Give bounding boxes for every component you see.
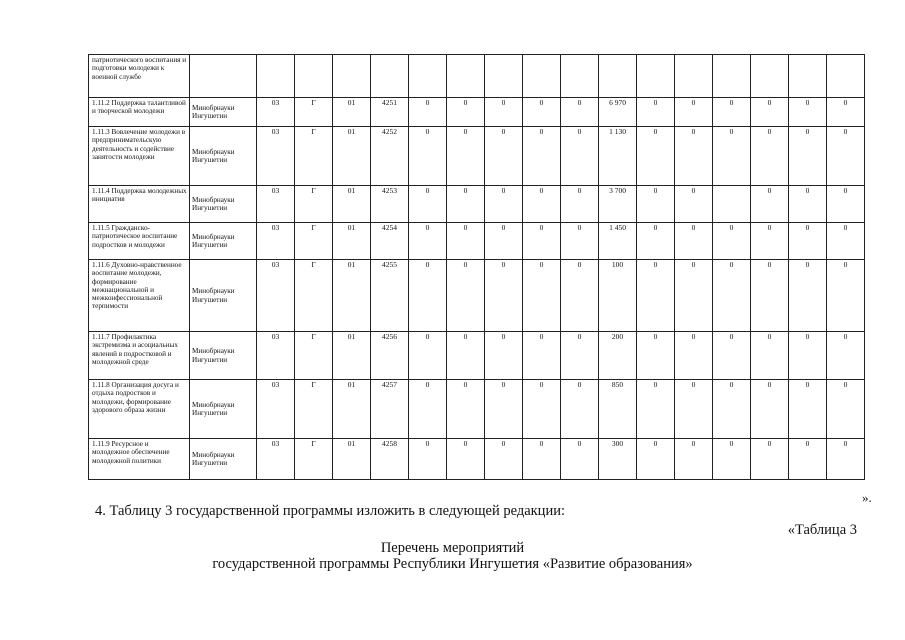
activity-name-cell: 1.11.2 Поддержка талантливой и творческой молодежи bbox=[89, 98, 190, 127]
funding-value-cell: 0 bbox=[447, 98, 485, 127]
budget-code-cell: Г bbox=[295, 186, 333, 223]
section-subtitle: государственной программы Республики Ингушетия «Развитие образования» bbox=[212, 556, 693, 572]
funding-value-cell: 1 450 bbox=[599, 223, 637, 260]
budget-code-cell: 03 bbox=[257, 260, 295, 332]
funding-value-cell: 0 bbox=[675, 98, 713, 127]
funding-value-cell: 0 bbox=[485, 332, 523, 380]
budget-code-cell: Г bbox=[295, 223, 333, 260]
budget-code-cell: 03 bbox=[257, 380, 295, 439]
activity-name-cell: 1.11.4 Поддержка молодежных инициатив bbox=[89, 186, 190, 223]
budget-code-cell: 01 bbox=[333, 223, 371, 260]
funding-value-cell: 0 bbox=[675, 260, 713, 332]
funding-value-cell: 0 bbox=[827, 260, 865, 332]
budget-code-cell: Г bbox=[295, 98, 333, 127]
funding-value-cell bbox=[789, 55, 827, 98]
funding-value-cell: 0 bbox=[675, 439, 713, 480]
budget-code-cell: Г bbox=[295, 332, 333, 380]
funding-value-cell: 0 bbox=[789, 223, 827, 260]
funding-value-cell: 0 bbox=[409, 332, 447, 380]
funding-value-cell: 0 bbox=[485, 127, 523, 186]
executor-cell: Минобрнауки Ингушетии bbox=[190, 439, 257, 480]
budget-code-cell: 01 bbox=[333, 260, 371, 332]
funding-value-cell: 0 bbox=[713, 98, 751, 127]
funding-value-cell: 0 bbox=[751, 332, 789, 380]
amendment-paragraph: 4. Таблицу 3 государственной программы изложить в следующей редакции: bbox=[95, 503, 565, 519]
funding-value-cell: 0 bbox=[827, 223, 865, 260]
budget-code-cell: 4256 bbox=[371, 332, 409, 380]
funding-value-cell: 0 bbox=[485, 260, 523, 332]
funding-value-cell: 0 bbox=[409, 186, 447, 223]
funding-value-cell: 0 bbox=[409, 98, 447, 127]
activity-name-cell: 1.11.7 Профилактика экстремизма и асоциальных явлений в подростковой и молодежной среде bbox=[89, 332, 190, 380]
budget-code-cell: 01 bbox=[333, 380, 371, 439]
table-row bbox=[89, 260, 865, 332]
funding-value-cell: 0 bbox=[637, 260, 675, 332]
budget-code-cell: 4252 bbox=[371, 127, 409, 186]
budget-code-cell bbox=[333, 55, 371, 98]
budget-code-cell bbox=[371, 55, 409, 98]
funding-value-cell: 0 bbox=[447, 223, 485, 260]
funding-value-cell: 1 130 bbox=[599, 127, 637, 186]
funding-value-cell: 0 bbox=[713, 127, 751, 186]
funding-value-cell: 200 bbox=[599, 332, 637, 380]
funding-value-cell: 0 bbox=[789, 260, 827, 332]
budget-code-cell: Г bbox=[295, 439, 333, 480]
closing-quote: ». bbox=[862, 490, 872, 505]
activity-name-cell: 1.11.6 Духовно-нравственное воспитание молодежи, формирование межнациональной и межконфессиональной терпимости bbox=[89, 260, 190, 332]
budget-code-cell: 01 bbox=[333, 332, 371, 380]
funding-value-cell bbox=[675, 55, 713, 98]
funding-value-cell: 0 bbox=[827, 380, 865, 439]
funding-value-cell: 0 bbox=[523, 332, 561, 380]
budget-code-cell: 01 bbox=[333, 186, 371, 223]
funding-value-cell: 0 bbox=[713, 380, 751, 439]
table-row bbox=[89, 98, 865, 127]
funding-value-cell: 0 bbox=[409, 223, 447, 260]
funding-value-cell: 0 bbox=[523, 439, 561, 480]
table-row bbox=[89, 127, 865, 186]
budget-code-cell: 4255 bbox=[371, 260, 409, 332]
funding-value-cell: 0 bbox=[485, 223, 523, 260]
activity-name-cell: 1.11.9 Ресурсное и молодежное обеспечение молодежной политики bbox=[89, 439, 190, 480]
budget-code-cell: 4254 bbox=[371, 223, 409, 260]
funding-value-cell: 0 bbox=[675, 186, 713, 223]
budget-code-cell: 01 bbox=[333, 127, 371, 186]
funding-value-cell: 100 bbox=[599, 260, 637, 332]
funding-value-cell: 0 bbox=[637, 98, 675, 127]
budget-code-cell: 01 bbox=[333, 439, 371, 480]
funding-value-cell: 0 bbox=[409, 380, 447, 439]
funding-value-cell: 0 bbox=[485, 98, 523, 127]
funding-value-cell bbox=[713, 186, 751, 223]
executor-cell: Минобрнауки Ингушетии bbox=[190, 260, 257, 332]
budget-code-cell: Г bbox=[295, 127, 333, 186]
funding-value-cell: 3 700 bbox=[599, 186, 637, 223]
funding-value-cell: 0 bbox=[447, 380, 485, 439]
budget-code-cell: 4257 bbox=[371, 380, 409, 439]
budget-code-cell: 03 bbox=[257, 223, 295, 260]
funding-value-cell: 0 bbox=[561, 380, 599, 439]
funding-value-cell bbox=[637, 55, 675, 98]
executor-cell: Минобрнауки Ингушетии bbox=[190, 186, 257, 223]
funding-value-cell: 0 bbox=[523, 260, 561, 332]
program-activities-table bbox=[88, 54, 865, 480]
funding-value-cell bbox=[713, 55, 751, 98]
funding-value-cell: 0 bbox=[561, 223, 599, 260]
executor-cell: Минобрнауки Ингушетии bbox=[190, 223, 257, 260]
funding-value-cell: 0 bbox=[675, 332, 713, 380]
budget-code-cell: 03 bbox=[257, 439, 295, 480]
funding-value-cell: 0 bbox=[751, 223, 789, 260]
section-title: Перечень мероприятий bbox=[380, 540, 525, 556]
activity-name-cell: 1.11.8 Организация досуга и отдыха подростков и молодежи, формирование здорового образа жизни bbox=[89, 380, 190, 439]
executor-cell: Минобрнауки Ингушетии bbox=[190, 98, 257, 127]
budget-code-cell: 03 bbox=[257, 332, 295, 380]
funding-value-cell: 0 bbox=[485, 380, 523, 439]
funding-value-cell: 0 bbox=[827, 186, 865, 223]
funding-value-cell: 0 bbox=[523, 380, 561, 439]
funding-value-cell: 300 bbox=[599, 439, 637, 480]
funding-value-cell: 0 bbox=[827, 98, 865, 127]
funding-value-cell: 0 bbox=[637, 380, 675, 439]
funding-value-cell: 0 bbox=[751, 380, 789, 439]
funding-value-cell: 0 bbox=[561, 439, 599, 480]
table-row bbox=[89, 223, 865, 260]
table-row bbox=[89, 186, 865, 223]
budget-code-cell: 01 bbox=[333, 98, 371, 127]
funding-value-cell: 0 bbox=[713, 260, 751, 332]
funding-value-cell: 0 bbox=[561, 260, 599, 332]
table-row bbox=[89, 332, 865, 380]
executor-cell bbox=[190, 55, 257, 98]
funding-value-cell: 0 bbox=[713, 223, 751, 260]
table-row bbox=[89, 439, 865, 480]
funding-value-cell bbox=[827, 55, 865, 98]
funding-value-cell bbox=[599, 55, 637, 98]
table-reference: «Таблица 3 bbox=[787, 522, 857, 538]
funding-value-cell: 850 bbox=[599, 380, 637, 439]
activity-name-cell: 1.11.5 Гражданско-патриотическое воспитание подростков и молодежи bbox=[89, 223, 190, 260]
funding-value-cell: 0 bbox=[561, 127, 599, 186]
funding-value-cell: 0 bbox=[409, 260, 447, 332]
table-row bbox=[89, 380, 865, 439]
budget-code-cell: 03 bbox=[257, 98, 295, 127]
funding-value-cell: 0 bbox=[523, 98, 561, 127]
funding-value-cell: 0 bbox=[751, 260, 789, 332]
funding-value-cell: 0 bbox=[637, 223, 675, 260]
budget-code-cell: 4253 bbox=[371, 186, 409, 223]
funding-value-cell: 0 bbox=[827, 332, 865, 380]
executor-cell: Минобрнауки Ингушетии bbox=[190, 127, 257, 186]
funding-value-cell: 0 bbox=[637, 186, 675, 223]
table-row bbox=[89, 55, 865, 98]
funding-value-cell: 0 bbox=[561, 98, 599, 127]
funding-value-cell: 0 bbox=[447, 439, 485, 480]
funding-value-cell: 0 bbox=[675, 127, 713, 186]
budget-code-cell: 4258 bbox=[371, 439, 409, 480]
funding-value-cell: 0 bbox=[751, 439, 789, 480]
funding-value-cell: 0 bbox=[485, 186, 523, 223]
funding-value-cell: 0 bbox=[637, 332, 675, 380]
funding-value-cell bbox=[409, 55, 447, 98]
executor-cell: Минобрнауки Ингушетии bbox=[190, 332, 257, 380]
activity-name-cell: 1.11.3 Вовлечение молодежи в предпринимательскую деятельность и содействие занятости молодежи bbox=[89, 127, 190, 186]
funding-value-cell bbox=[751, 55, 789, 98]
budget-code-cell: Г bbox=[295, 260, 333, 332]
funding-value-cell bbox=[523, 55, 561, 98]
funding-value-cell: 0 bbox=[789, 186, 827, 223]
executor-cell: Минобрнауки Ингушетии bbox=[190, 380, 257, 439]
funding-value-cell: 0 bbox=[447, 186, 485, 223]
budget-code-cell bbox=[257, 55, 295, 98]
funding-value-cell: 0 bbox=[789, 380, 827, 439]
budget-code-cell: 4251 bbox=[371, 98, 409, 127]
funding-value-cell: 0 bbox=[485, 439, 523, 480]
funding-value-cell: 0 bbox=[827, 439, 865, 480]
funding-value-cell: 0 bbox=[751, 186, 789, 223]
funding-value-cell: 0 bbox=[637, 127, 675, 186]
funding-value-cell: 0 bbox=[675, 380, 713, 439]
funding-value-cell: 0 bbox=[523, 127, 561, 186]
funding-value-cell: 0 bbox=[447, 332, 485, 380]
funding-value-cell: 0 bbox=[789, 439, 827, 480]
funding-value-cell: 0 bbox=[561, 186, 599, 223]
funding-value-cell: 0 bbox=[751, 98, 789, 127]
funding-value-cell: 0 bbox=[447, 260, 485, 332]
funding-value-cell: 0 bbox=[675, 223, 713, 260]
funding-value-cell: 0 bbox=[561, 332, 599, 380]
funding-value-cell: 0 bbox=[751, 127, 789, 186]
funding-value-cell: 0 bbox=[827, 127, 865, 186]
funding-value-cell: 0 bbox=[637, 439, 675, 480]
funding-value-cell: 0 bbox=[789, 127, 827, 186]
funding-value-cell bbox=[485, 55, 523, 98]
budget-code-cell: Г bbox=[295, 380, 333, 439]
funding-value-cell: 0 bbox=[789, 98, 827, 127]
budget-code-cell: 03 bbox=[257, 127, 295, 186]
funding-value-cell: 0 bbox=[409, 439, 447, 480]
funding-value-cell: 6 970 bbox=[599, 98, 637, 127]
funding-value-cell bbox=[447, 55, 485, 98]
funding-value-cell: 0 bbox=[409, 127, 447, 186]
funding-value-cell: 0 bbox=[523, 186, 561, 223]
activity-name-cell: патриотического воспитания и подготовки молодежи к военной службе bbox=[89, 55, 190, 98]
funding-value-cell: 0 bbox=[523, 223, 561, 260]
funding-value-cell: 0 bbox=[713, 439, 751, 480]
funding-value-cell: 0 bbox=[789, 332, 827, 380]
budget-code-cell bbox=[295, 55, 333, 98]
funding-value-cell: 0 bbox=[713, 332, 751, 380]
budget-code-cell: 03 bbox=[257, 186, 295, 223]
funding-value-cell: 0 bbox=[447, 127, 485, 186]
funding-value-cell bbox=[561, 55, 599, 98]
